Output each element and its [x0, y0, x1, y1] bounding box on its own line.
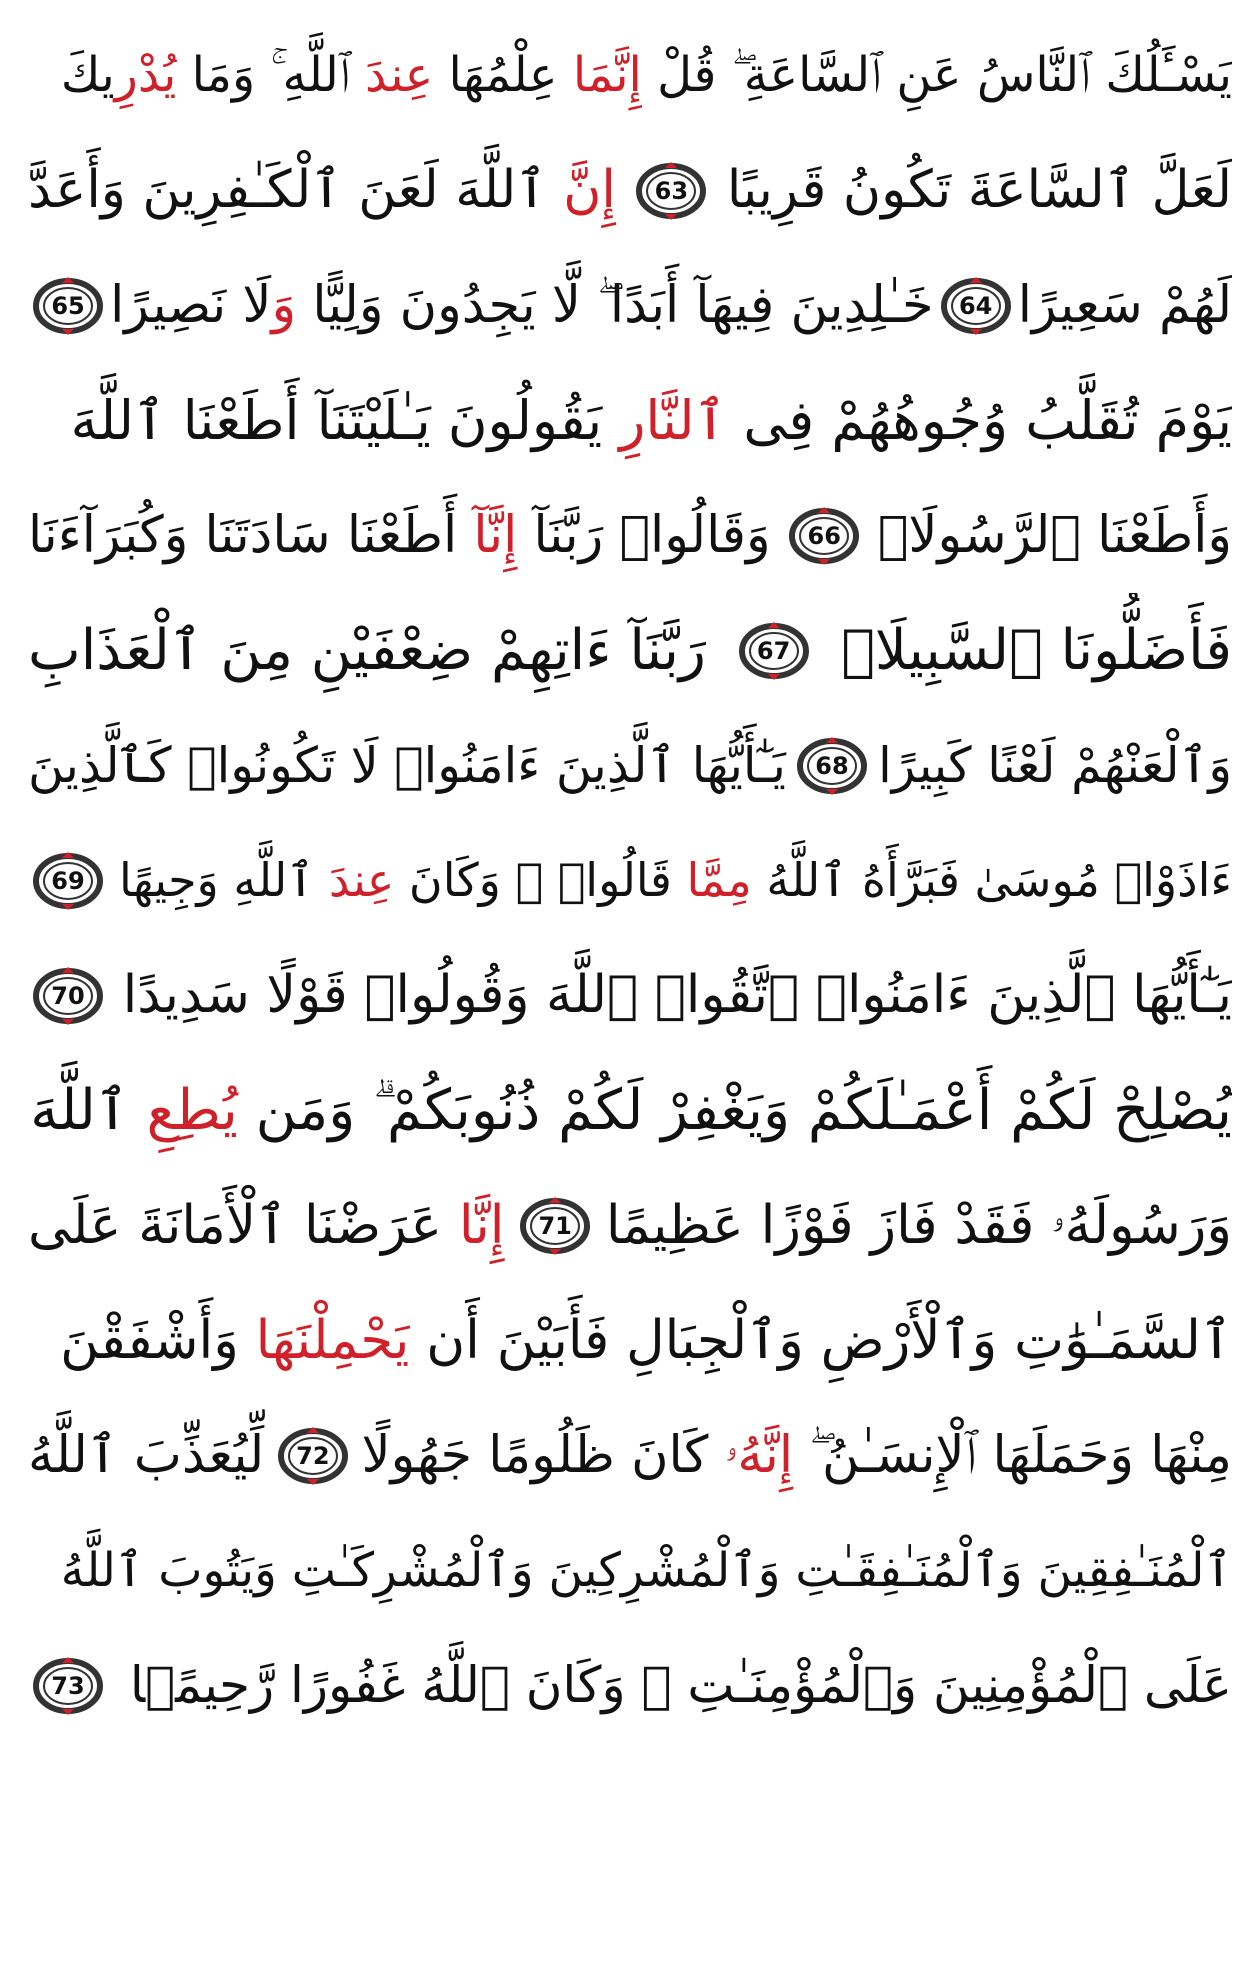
verse-text-run [606, 1168, 1232, 1283]
ayah-number-marker [519, 1196, 591, 1256]
text-line [28, 1168, 1232, 1283]
verse-text: لَعَلَّ ٱلسَّاعَةَ تَكُونُ قَرِيبًا [726, 160, 1232, 220]
ayah-number-marker [796, 736, 868, 796]
verse-text-run [28, 1398, 264, 1513]
ayah-number: 72 [296, 1441, 330, 1470]
verse-text-run [727, 133, 1232, 248]
verse-text-run [878, 708, 1232, 823]
ayah-number-marker [277, 1426, 349, 1486]
verse-text: ٱلْمُنَـٰفِقِينَ وَٱلْمُنَـٰفِقَـٰتِ وَٱلْمُشْرِكِينَ وَٱلْمُشْرِكَـٰتِ وَيَتُوبَ ٱللَّهُ [60, 1543, 1232, 1598]
verse-text-run [123, 938, 1232, 1053]
highlighted-word: وَ [271, 276, 297, 335]
verse-text: يكَ [60, 47, 115, 103]
verse-text: فَأَضَلُّونَا ٱلسَّبِيلَا۠ [841, 618, 1232, 683]
verse-text-run [60, 1283, 1232, 1398]
verse-text: يَقُولُونَ يَـٰلَيْتَنَآ أَطَعْنَا ٱللَّهَ [70, 389, 620, 452]
highlighted-word: يَحْمِلْنَهَا [255, 1310, 410, 1371]
verse-text: ٱللَّهِ ۚ وَمَا [176, 47, 365, 103]
verse-text: كَانَ ظَلُومًا جَهُولًا [361, 1426, 725, 1485]
ayah-number-marker [32, 276, 104, 336]
text-line [28, 938, 1232, 1053]
verse-text: لِّيُعَذِّبَ ٱللَّهُ [28, 1426, 265, 1485]
highlighted-word: إِنَّآ [473, 506, 518, 565]
verse-text: لَا نَصِيرًا [110, 276, 272, 335]
text-line [28, 1283, 1232, 1398]
ayah-number: 68 [815, 751, 849, 780]
verse-text: ٱللَّهَ لَعَنَ ٱلْكَـٰفِرِينَ وَأَعَدَّ [28, 160, 564, 220]
verse-text-run [61, 1513, 1232, 1628]
highlighted-word: عِندَ [328, 853, 395, 907]
verse-text-run [28, 478, 771, 593]
quran-text-block [28, 18, 1232, 1743]
text-line [28, 1053, 1232, 1168]
verse-text: وَأَشْفَقْنَ [60, 1310, 256, 1371]
verse-text: وَأَطَعْنَا ٱلرَّسُولَا۠ [877, 506, 1232, 565]
text-line [28, 1398, 1232, 1513]
ayah-number: 63 [654, 176, 689, 205]
highlighted-word: عِندَ [364, 47, 434, 103]
verse-text: ٱللَّهِ وَجِيهًا [118, 853, 329, 907]
ayah-number: 71 [538, 1211, 572, 1240]
verse-text-run [61, 18, 1232, 133]
verse-text: ءَاذَوْا۟ مُوسَىٰ فَبَرَّأَهُ ٱللَّهُ [751, 853, 1232, 907]
verse-text-run [30, 1053, 1232, 1168]
verse-text-run [28, 133, 616, 248]
verse-text: عَرَضْنَا ٱلْأَمَانَةَ عَلَى [28, 1195, 459, 1256]
verse-text-run [28, 708, 786, 823]
verse-text: ٱلسَّمَـٰوَٰتِ وَٱلْأَرْضِ وَٱلْجِبَالِ فَأَبَيْنَ أَن [409, 1310, 1232, 1371]
ayah-number-marker [940, 276, 1012, 336]
highlighted-word: إِنَّهُۥ [724, 1426, 794, 1485]
text-line [28, 1513, 1232, 1628]
text-line [28, 478, 1232, 593]
highlighted-word: إِنَّا [458, 1195, 505, 1256]
verse-text: عِلْمُهَا [433, 47, 573, 103]
verse-text-run [878, 478, 1232, 593]
ayah-number: 67 [756, 636, 791, 665]
verse-text: خَـٰلِدِينَ فِيهَآ أَبَدًا ۖ لَّا يَجِدُونَ وَلِيًّا [296, 276, 934, 335]
verse-text: رَبَّنَآ ءَاتِهِمْ ضِعْفَيْنِ مِنَ ٱلْعَذَابِ [28, 618, 706, 683]
verse-text-run [1018, 248, 1232, 363]
verse-text-run [119, 823, 1232, 938]
verse-text: وَقَالُوا۟ رَبَّنَآ [517, 506, 771, 565]
highlighted-word: يُدْرِ [114, 47, 177, 103]
verse-text: وَٱلْعَنْهُمْ لَعْنًا كَبِيرًا [878, 737, 1232, 794]
text-line [28, 593, 1232, 708]
ayah-number-marker [32, 1656, 104, 1716]
highlighted-word: إِنَّ [563, 160, 616, 220]
ayah-number: 69 [51, 866, 85, 895]
verse-text: يَـٰٓأَيُّهَا ٱلَّذِينَ ءَامَنُوا۟ لَا تَكُونُوا۟ كَٱلَّذِينَ [28, 737, 786, 794]
text-line [28, 1628, 1232, 1743]
text-line [28, 18, 1232, 133]
ayah-number: 73 [51, 1671, 85, 1700]
text-line [28, 248, 1232, 363]
ayah-number-marker [738, 621, 810, 681]
text-line [28, 363, 1232, 478]
verse-text-run [110, 248, 934, 363]
ayah-number: 65 [51, 291, 85, 320]
verse-text: وَرَسُولَهُۥ فَقَدْ فَازَ فَوْزًا عَظِيمًا [605, 1195, 1232, 1256]
ayah-number-marker [32, 851, 104, 911]
verse-text: يُصْلِحْ لَكُمْ أَعْمَـٰلَكُمْ وَيَغْفِرْ لَكُمْ ذُنُوبَكُمْ ۗ وَمَن [237, 1078, 1232, 1143]
verse-text: ٱللَّهَ [30, 1078, 147, 1143]
ayah-number: 70 [51, 981, 85, 1010]
verse-text-run [28, 593, 706, 708]
verse-text: عَلَى ٱلْمُؤْمِنِينَ وَٱلْمُؤْمِنَـٰتِ ۗ وَكَانَ ٱللَّهُ غَفُورًا رَّحِيمًۢا [129, 1656, 1232, 1714]
verse-text: مِنْهَا وَحَمَلَهَا ٱلْإِنسَـٰنُ ۖ [793, 1426, 1232, 1485]
verse-text-run [841, 593, 1232, 708]
highlighted-word: إِنَّمَا [572, 47, 642, 103]
text-line [28, 823, 1232, 938]
text-line [28, 708, 1232, 823]
verse-text: أَطَعْنَا سَادَتَنَا وَكُبَرَآءَنَا [28, 506, 474, 565]
verse-text-run [362, 1398, 1232, 1513]
ayah-number-marker [788, 506, 860, 566]
highlighted-word: مِمَّا [686, 853, 752, 907]
ayah-number: 64 [958, 291, 993, 320]
highlighted-word: ٱلنَّارِ [619, 389, 727, 452]
verse-text: يَسْـَٔلُكَ ٱلنَّاسُ عَنِ ٱلسَّاعَةِ ۖ قُلْ [641, 47, 1232, 103]
verse-text: قَالُوا۟ ۚ وَكَانَ [394, 853, 687, 907]
verse-text: يَـٰٓأَيُّهَا ٱلَّذِينَ ءَامَنُوا۟ ٱتَّقُوا۟ ٱللَّهَ وَقُولُوا۟ قَوْلًا سَدِيدًا [122, 965, 1232, 1025]
ayah-number-marker [635, 161, 707, 221]
verse-text-run [130, 1628, 1232, 1743]
ayah-number: 66 [807, 521, 841, 550]
verse-text-run [28, 1168, 505, 1283]
ayah-number-marker [32, 966, 104, 1026]
verse-text: يَوْمَ تُقَلَّبُ وُجُوهُهُمْ فِى [726, 389, 1232, 452]
verse-text: لَهُمْ سَعِيرًا [1017, 276, 1232, 335]
text-line [28, 133, 1232, 248]
verse-text-run [71, 363, 1232, 478]
highlighted-word: يُطِعِ [146, 1078, 238, 1143]
